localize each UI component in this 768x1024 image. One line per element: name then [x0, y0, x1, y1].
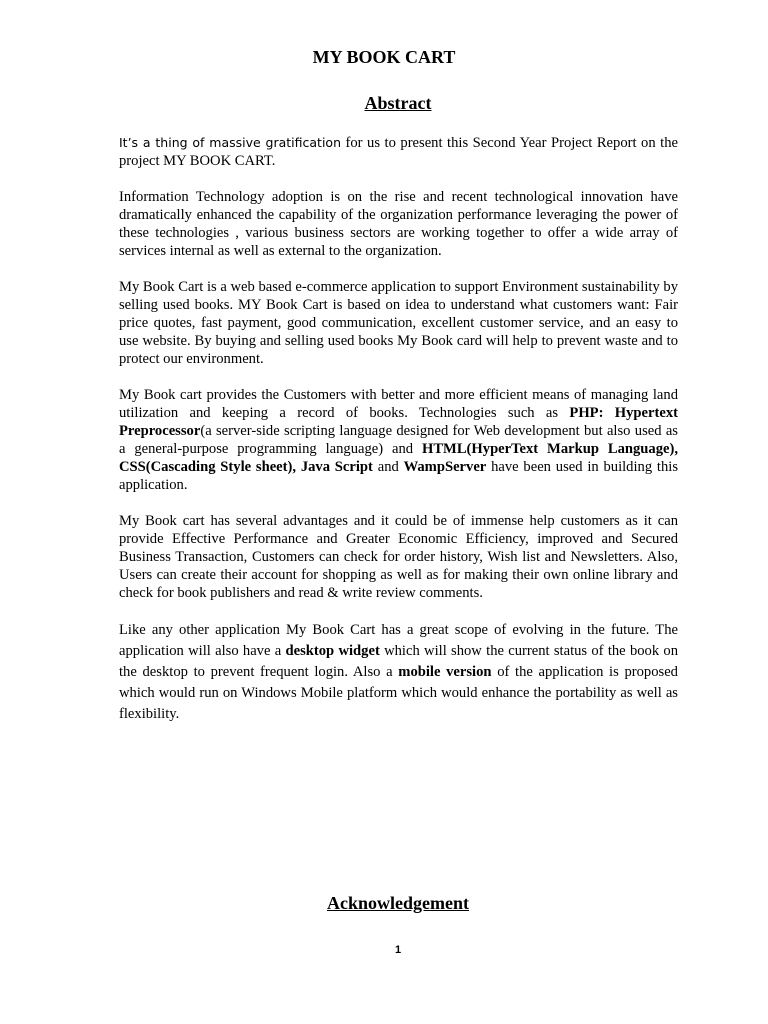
abstract-heading: Abstract: [364, 93, 432, 113]
paragraph-4-text-a: My Book cart provides the Customers with better and more efficient means of managing land utilization and keeping a record of books. Technologies such as: [119, 387, 678, 421]
document-title: MY BOOK CART: [312, 47, 456, 67]
mobile-version-term: mobile version: [398, 664, 492, 680]
web-technologies: HTML(HyperText Markup Language), CSS(Cascading Style sheet), Java Script: [119, 441, 678, 475]
wampserver-technology: WampServer: [403, 459, 487, 475]
paragraph-1-text: for us to present this Second Year Project Report on the project MY BOOK CART.: [119, 135, 678, 169]
paragraph-4-text-e: and: [372, 459, 404, 475]
abstract-paragraph-3: My Book Cart is a web based e-commerce application to support Environment sustainability by selling used books. MY Book Cart is based on idea to understand what customers want: Fair price quotes, fast payment, good communication, excellent customer service, and an easy to use website. By buying and selling used books My Book card will help to prevent waste and to protect our environment.: [119, 279, 678, 367]
php-technology: PHP: Hypertext Preprocessor: [119, 405, 678, 439]
paragraph-6-text-a: Like any other application My Book Cart has a great scope of evolving in the future. The application will also have a: [119, 622, 678, 659]
paragraph-4-text-g: have been used in building this application.: [119, 459, 679, 493]
abstract-paragraph-2: Information Technology adoption is on the rise and recent technological innovation have dramatically enhanced the capability of the organization performance leveraging the power of these technologies , various business sectors are working together to offer a wide array of services internal as well as external to the organization.: [119, 189, 678, 259]
page-number: 1: [394, 944, 402, 956]
abstract-paragraph-5: My Book cart has several advantages and it could be of immense help customers as it can provide Effective Performance and Greater Economic Efficiency, improved and Secured Business Transaction, Customers can check for order history, Wish list and Newsletters. Also, Users can create their account for shopping as well as for making their own online library and check for book publishers and read & write review comments.: [119, 513, 678, 601]
abstract-paragraph-6: [119, 620, 678, 725]
abstract-paragraph-4: [119, 386, 678, 494]
desktop-widget-term: desktop widget: [285, 643, 380, 659]
paragraph-6-text-c: which will show the current status of the book on the desktop to prevent frequent login. Also a: [119, 643, 679, 680]
abstract-body: [119, 134, 678, 743]
abstract-paragraph-1: [119, 134, 678, 170]
paragraph-4-text-c: (a server-side scripting language designed for Web development but also used as a general-purpose programming language) and: [119, 423, 678, 457]
acknowledgement-heading: Acknowledgement: [327, 893, 469, 913]
paragraph-1-lead-text: It’s a thing of massive gratification: [119, 135, 341, 150]
paragraph-6-text-e: of the application is proposed which would run on Windows Mobile platform which would enhance the portability as well as flexibility.: [119, 664, 678, 722]
